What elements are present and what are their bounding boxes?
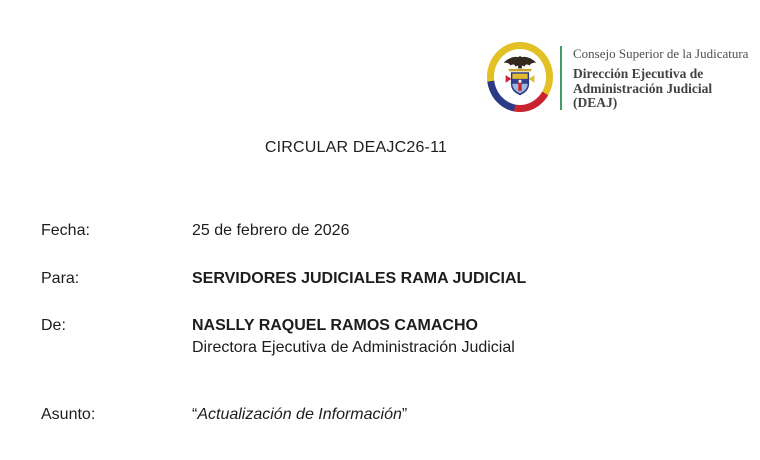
org-dept-line-3: (DEAJ) (573, 95, 618, 110)
de-sender-name: NASLLY RAQUEL RAMOS CAMACHO (192, 317, 478, 334)
de-value (192, 315, 515, 359)
para-value: SERVIDORES JUDICIALES RAMA JUDICIAL (192, 270, 527, 287)
asunto-subject-text: Actualización de Información (197, 406, 402, 423)
org-dept-line-2: Administración Judicial (573, 80, 713, 96)
org-dept-line-1: Dirección Ejecutiva de (573, 66, 704, 81)
fecha-label: Fecha: (41, 222, 90, 239)
asunto-label: Asunto: (41, 406, 96, 423)
colombia-coat-of-arms-icon (501, 54, 539, 100)
logo-ring-inner (494, 49, 546, 105)
org-department (573, 67, 753, 111)
org-name: Consejo Superior de la Judicatura (573, 46, 749, 61)
judiciary-logo (487, 42, 553, 112)
letterhead-text (573, 45, 753, 111)
asunto-close-quote: ” (401, 406, 408, 423)
asunto-value (192, 404, 407, 426)
circular-title: CIRCULAR DEAJC26-11 (264, 139, 448, 156)
letterhead-divider (560, 46, 562, 110)
de-label: De: (41, 317, 66, 334)
para-label: Para: (41, 270, 80, 287)
asunto-open-quote: “ (192, 406, 198, 423)
fecha-value: 25 de febrero de 2026 (192, 222, 350, 239)
de-sender-role: Directora Ejecutiva de Administración Judicial (192, 339, 515, 356)
